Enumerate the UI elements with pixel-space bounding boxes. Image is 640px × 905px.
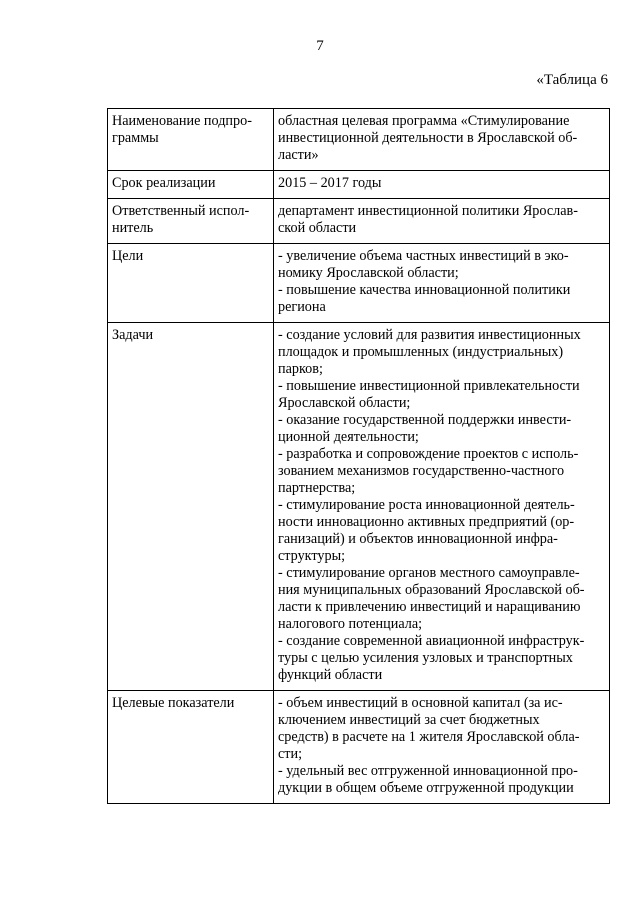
row-value-line: - стимулирование роста инновационной деятель- — [278, 497, 575, 513]
row-value-line: ласти» — [278, 147, 319, 163]
row-value-line: ласти к привлечению инвестиций и наращиванию — [278, 599, 581, 615]
subprogram-passport-table — [107, 108, 610, 804]
row-label-line: граммы — [112, 130, 159, 146]
row-value-cell — [274, 109, 610, 171]
row-label-cell — [108, 109, 274, 171]
row-value-line: туры с целью усиления узловых и транспортных — [278, 650, 573, 666]
row-label-cell — [108, 171, 274, 199]
row-value-line: ния муниципальных образований Ярославской об- — [278, 582, 585, 598]
row-value-line: 2015 – 2017 годы — [278, 175, 382, 191]
table-row — [108, 244, 610, 323]
row-label-line: Ответственный испол- — [112, 203, 250, 219]
row-label-line: Целевые показатели — [112, 695, 235, 711]
row-value-line: - разработка и сопровождение проектов с исполь- — [278, 446, 579, 462]
row-value-line: налогового потенциала; — [278, 616, 423, 632]
row-value-line: функций области — [278, 667, 383, 683]
table-row — [108, 323, 610, 691]
row-value-line: ционной деятельности; — [278, 429, 419, 445]
row-value-line: - повышение качества инновационной политики — [278, 282, 571, 298]
row-value-line: - оказание государственной поддержки инвести- — [278, 412, 572, 428]
row-value-line: номику Ярославской области; — [278, 265, 459, 281]
row-value-line: областная целевая программа «Стимулирование — [278, 113, 570, 129]
row-value-line: департамент инвестиционной политики Ярослав- — [278, 203, 578, 219]
table-row — [108, 171, 610, 199]
row-label-line: нитель — [112, 220, 154, 236]
table-caption: «Таблица 6 — [536, 72, 608, 88]
row-label-cell — [108, 244, 274, 323]
row-value-cell — [274, 691, 610, 804]
row-value-line: площадок и промышленных (индустриальных) — [278, 344, 564, 360]
row-label-cell — [108, 199, 274, 244]
row-value-line: - объем инвестиций в основной капитал (за ис- — [278, 695, 563, 711]
page-number: 7 — [316, 38, 324, 54]
row-value-line: ключением инвестиций за счет бюджетных — [278, 712, 540, 728]
row-value-line: - повышение инвестиционной привлекательности — [278, 378, 580, 394]
row-label-cell — [108, 323, 274, 691]
row-value-line: ской области — [278, 220, 357, 236]
row-value-cell — [274, 199, 610, 244]
row-value-line: ганизаций) и объектов инновационной инфра- — [278, 531, 558, 547]
row-label-cell — [108, 691, 274, 804]
row-label-line: Срок реализации — [112, 175, 216, 191]
row-value-line: зованием механизмов государственно-частного — [278, 463, 565, 479]
row-value-line: средств) в расчете на 1 жителя Ярославской обла- — [278, 729, 580, 745]
row-value-line: парков; — [278, 361, 323, 377]
row-label-line: Наименование подпро- — [112, 113, 252, 129]
row-value-line: ности инновационно активных предприятий (ор- — [278, 514, 575, 530]
row-value-line: сти; — [278, 746, 303, 762]
row-value-line: - создание современной авиационной инфраструк- — [278, 633, 585, 649]
row-label-line: Задачи — [112, 327, 154, 343]
row-value-line: структуры; — [278, 548, 346, 564]
table-row — [108, 109, 610, 171]
row-value-line: дукции в общем объеме отгруженной продукции — [278, 780, 574, 796]
row-value-cell — [274, 323, 610, 691]
row-value-line: партнерства; — [278, 480, 356, 496]
row-value-line: - удельный вес отгруженной инновационной про- — [278, 763, 578, 779]
row-value-line: Ярославской области; — [278, 395, 411, 411]
row-value-cell — [274, 244, 610, 323]
table-row — [108, 199, 610, 244]
row-value-line: инвестиционной деятельности в Ярославской об- — [278, 130, 578, 146]
row-value-line: - стимулирование органов местного самоуправле- — [278, 565, 580, 581]
table-row — [108, 691, 610, 804]
row-value-line: региона — [278, 299, 326, 315]
row-value-line: - создание условий для развития инвестиционных — [278, 327, 581, 343]
row-value-cell — [274, 171, 610, 199]
row-label-line: Цели — [112, 248, 144, 264]
row-value-line: - увеличение объема частных инвестиций в эко- — [278, 248, 569, 264]
